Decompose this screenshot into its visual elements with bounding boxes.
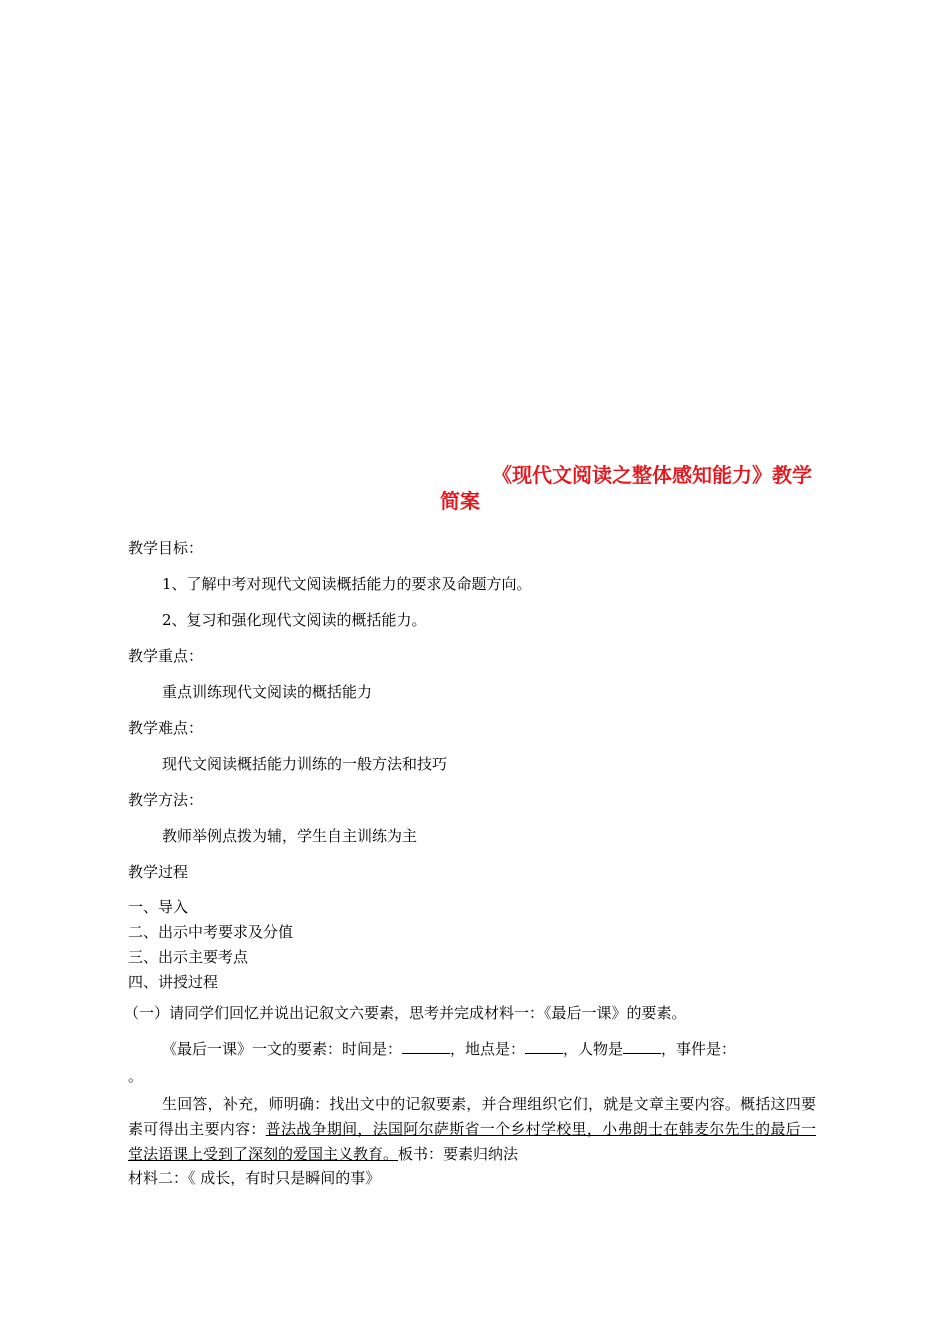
process-label: 教学过程 <box>128 863 189 881</box>
difficulty-text: 现代文阅读概括能力训练的一般方法和技巧 <box>162 755 448 773</box>
step-item-2: 二、出示中考要求及分值 <box>128 923 294 941</box>
key-points-label: 教学重点： <box>128 647 204 665</box>
fill-event-label: ，事件是： <box>661 1040 737 1058</box>
goal-item-2: 2、复习和强化现代文阅读的概括能力。 <box>162 611 427 629</box>
fill-person-label: ，人物是 <box>563 1040 624 1058</box>
answer-lead: 生回答，补充，师明确：找出文中的记叙要素，并合理组织它们，就是文章主要内容。概括这四要素可得出主要内容： <box>128 1095 816 1138</box>
answer-paragraph <box>128 1092 816 1167</box>
person-blank[interactable] <box>623 1039 661 1054</box>
place-blank[interactable] <box>525 1039 563 1054</box>
fill-end: 。 <box>128 1067 144 1085</box>
method-label: 教学方法： <box>128 791 204 809</box>
step-item-3: 三、出示主要考点 <box>128 948 249 966</box>
step-item-1: 一、导入 <box>128 898 189 916</box>
answer-board-note: 板书：要素归纳法 <box>398 1145 519 1163</box>
document-title: 《现代文阅读之整体感知能力》教学简案 <box>440 463 812 513</box>
fill-in-line <box>162 1039 736 1059</box>
goals-label: 教学目标： <box>128 539 204 557</box>
method-text: 教师举例点拨为辅，学生自主训练为主 <box>162 827 418 845</box>
time-blank[interactable] <box>402 1039 450 1054</box>
answer-summary-underlined: 普法战争期间，法国阿尔萨斯省一个乡村学校里，小弗朗士在韩麦尔先生的最后一堂法语课上受到了深刻的爱国主义教育。 <box>128 1120 816 1163</box>
fill-place-label: ，地点是： <box>450 1040 526 1058</box>
step-item-4: 四、讲授过程 <box>128 973 219 991</box>
key-points-text: 重点训练现代文阅读的概括能力 <box>162 683 373 701</box>
part-one-question: （一）请同学们回忆并说出记叙文六要素，思考并完成材料一：《最后一课》的要素。 <box>124 1004 687 1022</box>
difficulty-label: 教学难点： <box>128 719 204 737</box>
goal-item-1: 1、了解中考对现代文阅读概括能力的要求及命题方向。 <box>162 575 532 593</box>
material-two-heading: 材料二：《 成长，有时只是瞬间的事》 <box>128 1169 381 1187</box>
fill-prefix: 《最后一课》一文的要素：时间是： <box>162 1040 403 1058</box>
